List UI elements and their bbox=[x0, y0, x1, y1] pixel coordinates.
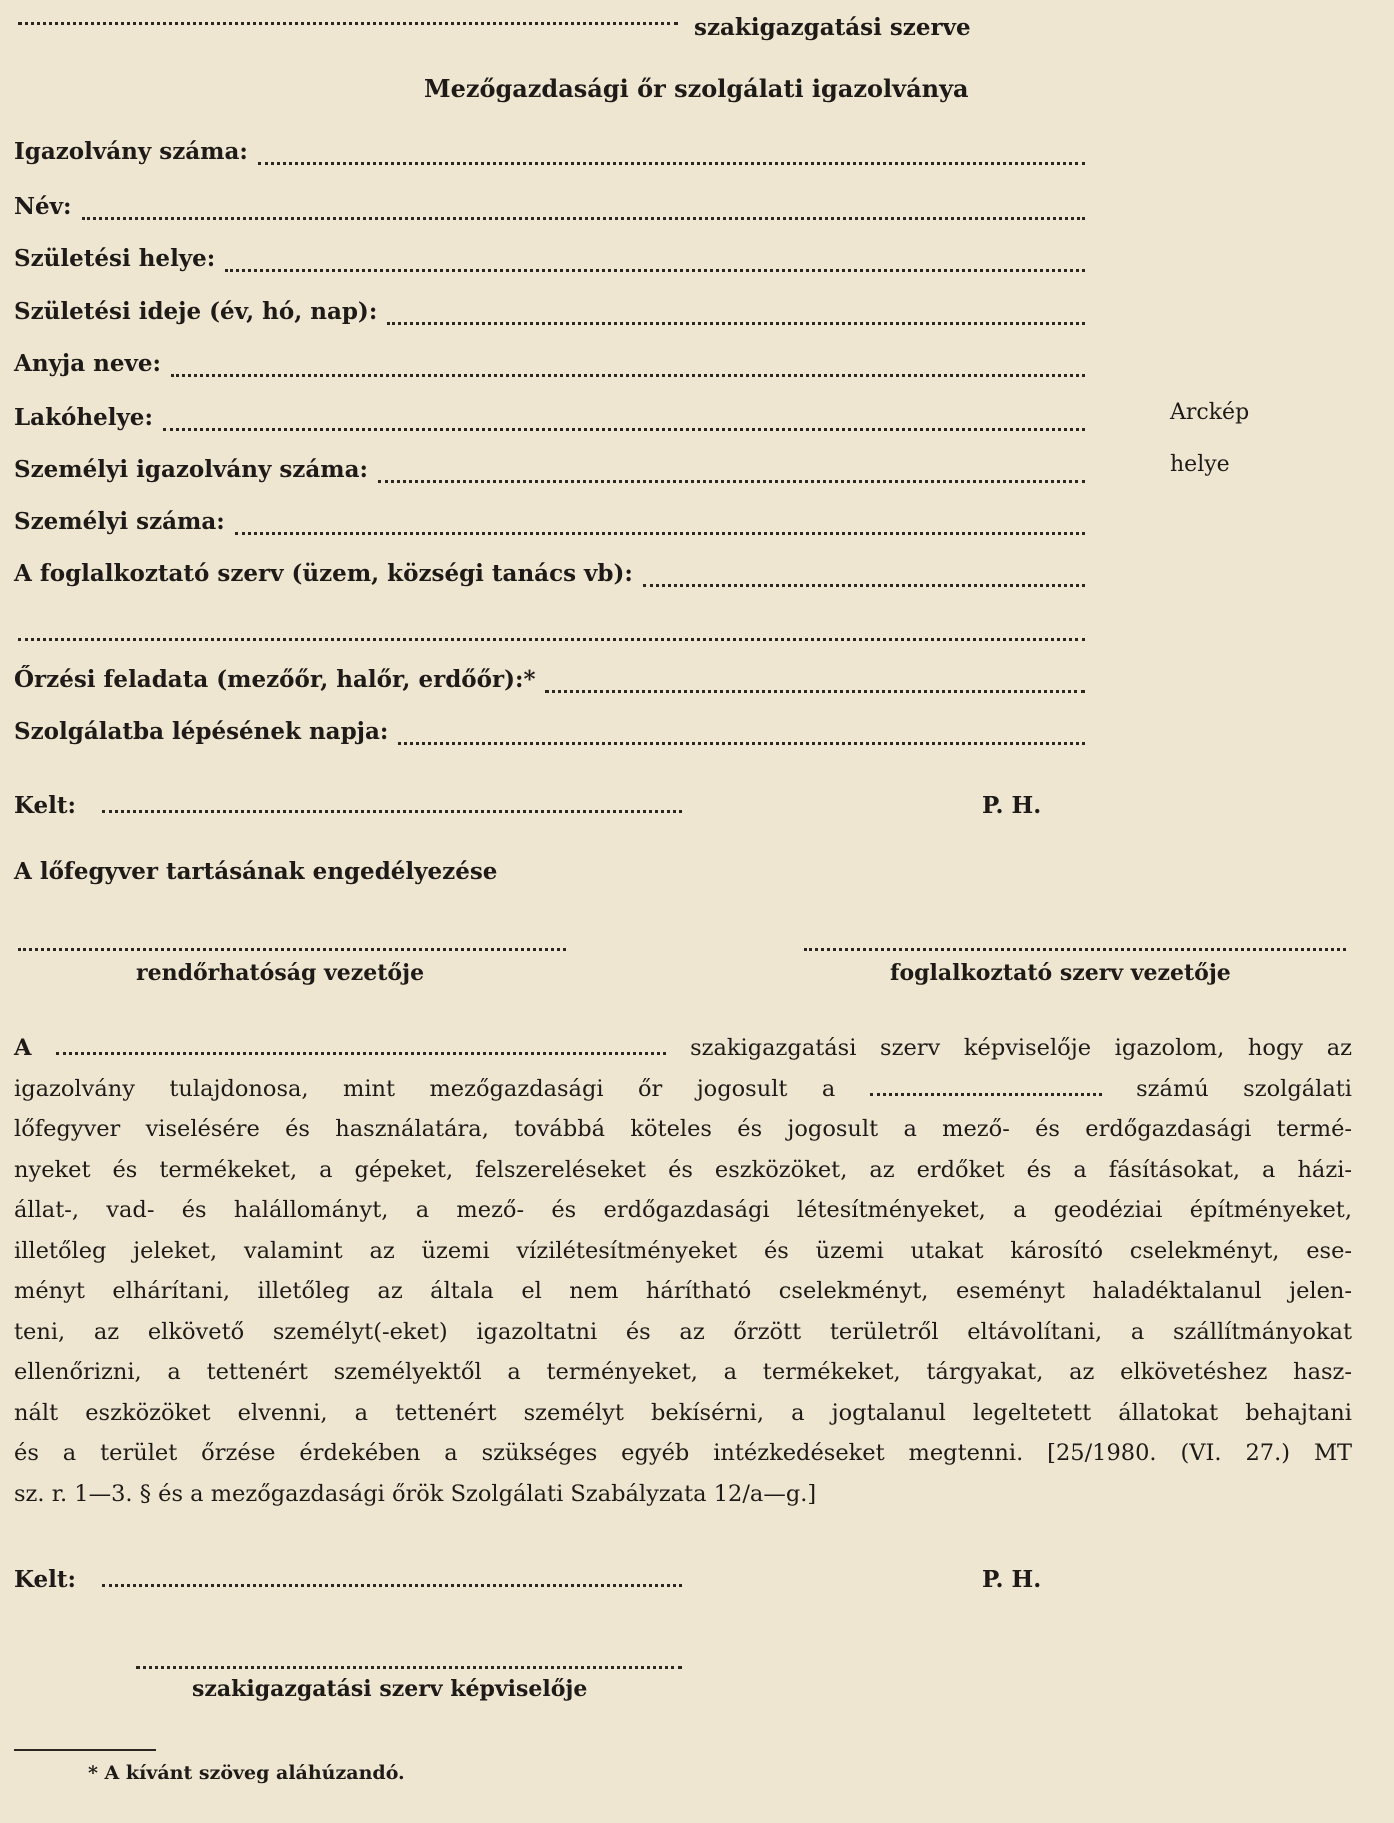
statement-lines bbox=[14, 1109, 1352, 1514]
field-label: Szolgálatba lépésének napja: bbox=[14, 718, 389, 745]
field-dotted-line bbox=[545, 690, 1085, 693]
field-dotted-line bbox=[258, 162, 1085, 165]
signature-label-left: rendőrhatóság vezetője bbox=[136, 960, 425, 986]
statement-body bbox=[14, 1028, 1352, 1514]
field-dotted-line bbox=[643, 584, 1085, 587]
field-row bbox=[14, 298, 1085, 332]
page-title: Mezőgazdasági őr szolgálati igazolványa bbox=[424, 74, 969, 103]
field-dotted-line bbox=[398, 742, 1085, 745]
signature-label-right: foglalkoztató szerv vezetője bbox=[890, 960, 1231, 986]
field-dotted-line bbox=[18, 638, 1085, 641]
field-label: Anyja neve: bbox=[14, 350, 162, 377]
stamp-ph-1: P. H. bbox=[982, 792, 1042, 819]
field-dotted-line bbox=[378, 480, 1085, 483]
footnote-rule bbox=[14, 1749, 156, 1751]
weapon-heading: A lőfegyver tartásának engedélyezése bbox=[14, 858, 498, 885]
footnote: * A kívánt szöveg aláhúzandó. bbox=[88, 1762, 405, 1784]
header-suffix: szakigazgatási szerve bbox=[694, 14, 971, 41]
signature-line-left bbox=[18, 948, 566, 951]
field-dotted-line bbox=[387, 322, 1085, 325]
statement-line: és a terület őrzése érdekében a szükséges egyéb intézkedéseket megtenni. [25/1980. (VI. 27.) MT bbox=[14, 1440, 1352, 1466]
statement-agency-dots bbox=[56, 1052, 666, 1055]
field-row bbox=[14, 508, 1085, 542]
kelt-dotted-line-1 bbox=[102, 810, 682, 813]
statement-lead: A bbox=[14, 1035, 32, 1061]
stamp-ph-2: P. H. bbox=[982, 1566, 1042, 1593]
field-row bbox=[14, 456, 1085, 490]
final-signature-label: szakigazgatási szerv képviselője bbox=[192, 1676, 588, 1702]
photo-label-line2: helye bbox=[1170, 452, 1230, 477]
kelt-dotted-line-2 bbox=[102, 1584, 682, 1587]
statement-line2-a: igazolvány tulajdonosa, mint mezőgazdasági őr jogosult a bbox=[14, 1075, 836, 1102]
field-label: Személyi száma: bbox=[14, 508, 225, 535]
statement-line: ményt elhárítani, illetőleg az általa el nem hárítható cselekményt, eseményt haladéktalanul jelen- bbox=[14, 1278, 1352, 1304]
field-row bbox=[14, 718, 1085, 752]
field-row bbox=[14, 404, 1085, 438]
kelt-label-1: Kelt: bbox=[14, 792, 76, 819]
statement-line1-rest: szakigazgatási szerv képviselője igazolom, hogy az bbox=[690, 1035, 1352, 1061]
field-row bbox=[14, 614, 1085, 648]
statement-line2-b: számú szolgálati bbox=[1136, 1075, 1352, 1102]
field-label: A foglalkoztató szerv (üzem, községi tanács vb): bbox=[14, 560, 633, 587]
field-row bbox=[14, 666, 1085, 700]
field-label: Születési helye: bbox=[14, 245, 216, 272]
statement-line: nyeket és termékeket, a gépeket, felszereléseket és eszközöket, az erdőket és a fásításokat, a házi- bbox=[14, 1156, 1352, 1183]
field-row bbox=[14, 193, 1085, 227]
kelt-label-2: Kelt: bbox=[14, 1566, 76, 1593]
field-label: Személyi igazolvány száma: bbox=[14, 456, 368, 483]
field-dotted-line bbox=[163, 428, 1085, 431]
photo-label-line1: Arckép bbox=[1170, 400, 1250, 425]
field-row bbox=[14, 350, 1085, 384]
statement-line: lőfegyver viselésére és használatára, továbbá köteles és jogosult a mező- és erdőgazdasági termé- bbox=[14, 1116, 1352, 1142]
statement-line: nált eszközöket elvenni, a tettenért személyt bekísérni, a jogtalanul legeltetett állatokat behajtani bbox=[14, 1399, 1352, 1426]
field-dotted-line bbox=[171, 374, 1085, 377]
header-dotted-line bbox=[18, 22, 678, 25]
field-label: Név: bbox=[14, 193, 72, 220]
field-label: Őrzési feladata (mezőőr, halőr, erdőőr):* bbox=[14, 666, 536, 693]
statement-line: teni, az elkövető személyt(-eket) igazoltatni és az őrzött területről eltávolítani, a szállítmányokat bbox=[14, 1318, 1352, 1345]
final-signature-line bbox=[136, 1666, 682, 1669]
statement-line: illetőleg jeleket, valamint az üzemi vízilétesítményeket és üzemi utakat károsító cselekményt, ese- bbox=[14, 1237, 1352, 1264]
field-row bbox=[14, 245, 1085, 279]
statement-line-2 bbox=[14, 1069, 1352, 1110]
field-label: Születési ideje (év, hó, nap): bbox=[14, 298, 378, 325]
statement-line: sz. r. 1—3. § és a mezőgazdasági őrök Szolgálati Szabályzata 12/a—g.] bbox=[14, 1480, 817, 1507]
statement-line: ellenőrizni, a tettenért személyektől a terményeket, a termékeket, tárgyakat, az elkövetéshez hasz- bbox=[14, 1359, 1352, 1385]
field-dotted-line bbox=[82, 217, 1085, 220]
field-label: Igazolvány száma: bbox=[14, 138, 248, 165]
signature-line-right bbox=[804, 948, 1346, 951]
weapon-number-dots bbox=[870, 1093, 1102, 1096]
statement-line-1 bbox=[14, 1028, 1352, 1069]
field-row bbox=[14, 138, 1085, 172]
field-label: Lakóhelye: bbox=[14, 404, 153, 431]
statement-line: állat-, vad- és halállományt, a mező- és erdőgazdasági létesítményeket, a geodéziai építményeket, bbox=[14, 1197, 1352, 1223]
field-dotted-line bbox=[235, 532, 1085, 535]
field-row bbox=[14, 560, 1085, 594]
field-dotted-line bbox=[225, 269, 1085, 272]
